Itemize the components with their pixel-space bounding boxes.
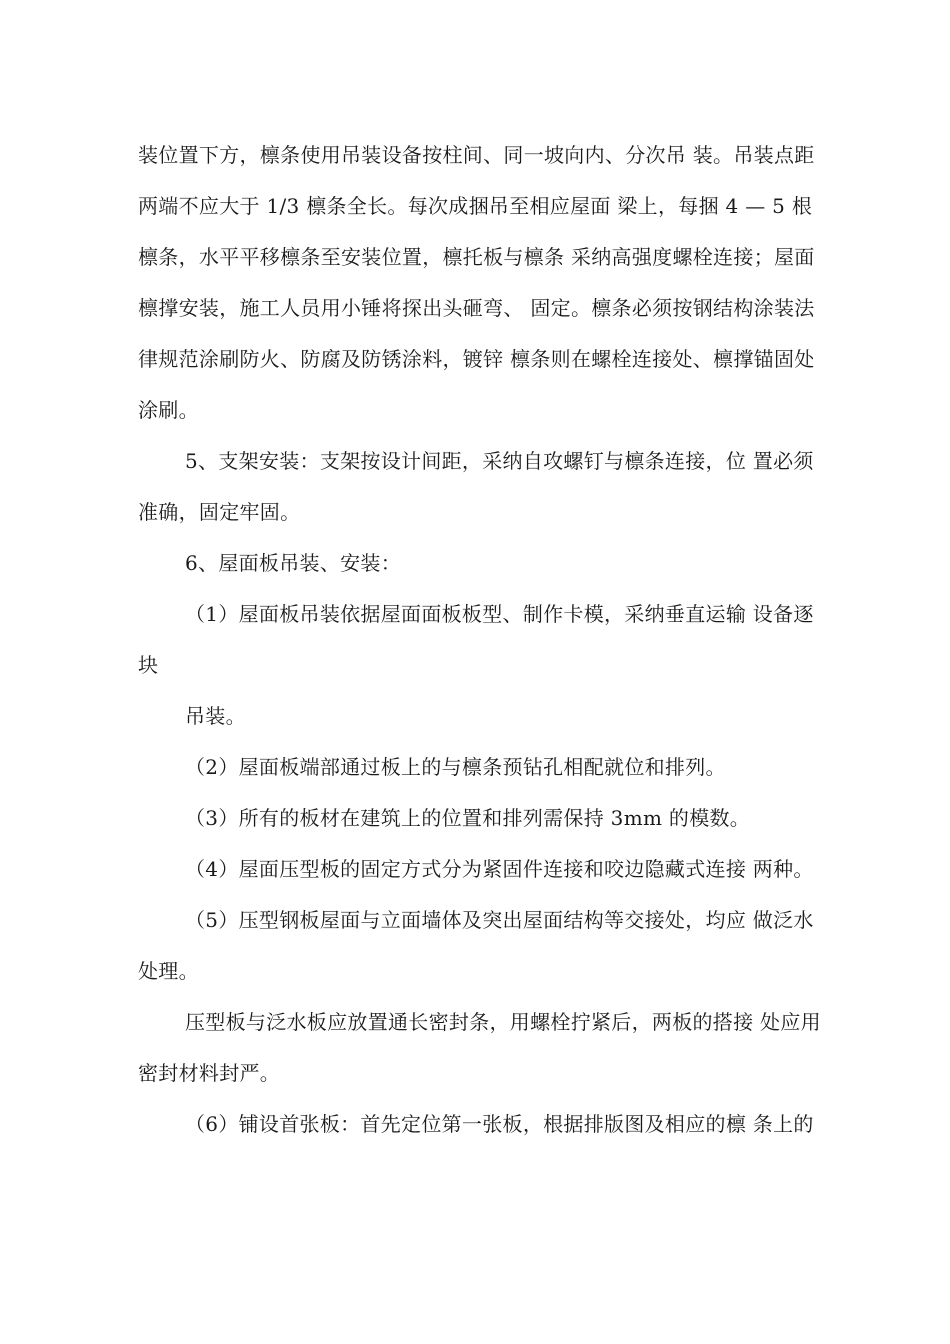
text-line: 准确，固定牢固。: [138, 500, 301, 524]
text-line: 密封材料封严。: [138, 1061, 281, 1085]
text-line: （2）屋面板端部通过板上的与檩条预钻孔相配就位和排列。: [185, 755, 726, 779]
text-line: 涂刷。: [138, 398, 199, 422]
text-line: 吊装。: [185, 704, 246, 728]
text-line: 檩撑安装，施工人员用小锤将探出头砸弯、 固定。檩条必须按钢结构涂装法: [138, 296, 815, 320]
text-line: 两端不应大于 1/3 檩条全长。每次成捆吊至相应屋面 梁上，每捆 4 — 5 根: [138, 194, 813, 218]
text-line: 律规范涂刷防火、防腐及防锈涂料，镀锌 檩条则在螺栓连接处、檩撑锚固处: [138, 347, 815, 371]
text-line: （5）压型钢板屋面与立面墙体及突出屋面结构等交接处，均应 做泛水: [185, 908, 814, 932]
text-line: （6）铺设首张板：首先定位第一张板，根据排版图及相应的檩 条上的: [185, 1112, 814, 1136]
text-line: 5、支架安装：支架按设计间距，采纳自攻螺钉与檩条连接，位 置必须: [185, 449, 814, 473]
text-line: （3）所有的板材在建筑上的位置和排列需保持 3mm 的模数。: [185, 806, 751, 830]
text-line: 处理。: [138, 959, 199, 983]
text-line: 压型板与泛水板应放置通长密封条，用螺栓拧紧后，两板的搭接 处应用: [185, 1010, 821, 1034]
text-line: 檩条，水平平移檩条至安装位置，檩托板与檩条 采纳高强度螺栓连接；屋面: [138, 245, 815, 269]
text-line: （4）屋面压型板的固定方式分为紧固件连接和咬边隐藏式连接 两种。: [185, 857, 814, 881]
text-line: 块: [138, 653, 159, 677]
text-line: 装位置下方，檩条使用吊装设备按柱间、同一坡向内、分次吊 装。吊装点距: [138, 143, 815, 167]
text-line: （1）屋面板吊装依据屋面面板板型、制作卡模，采纳垂直运输 设备逐: [185, 602, 814, 626]
text-line: 6、屋面板吊装、安装：: [185, 551, 402, 575]
